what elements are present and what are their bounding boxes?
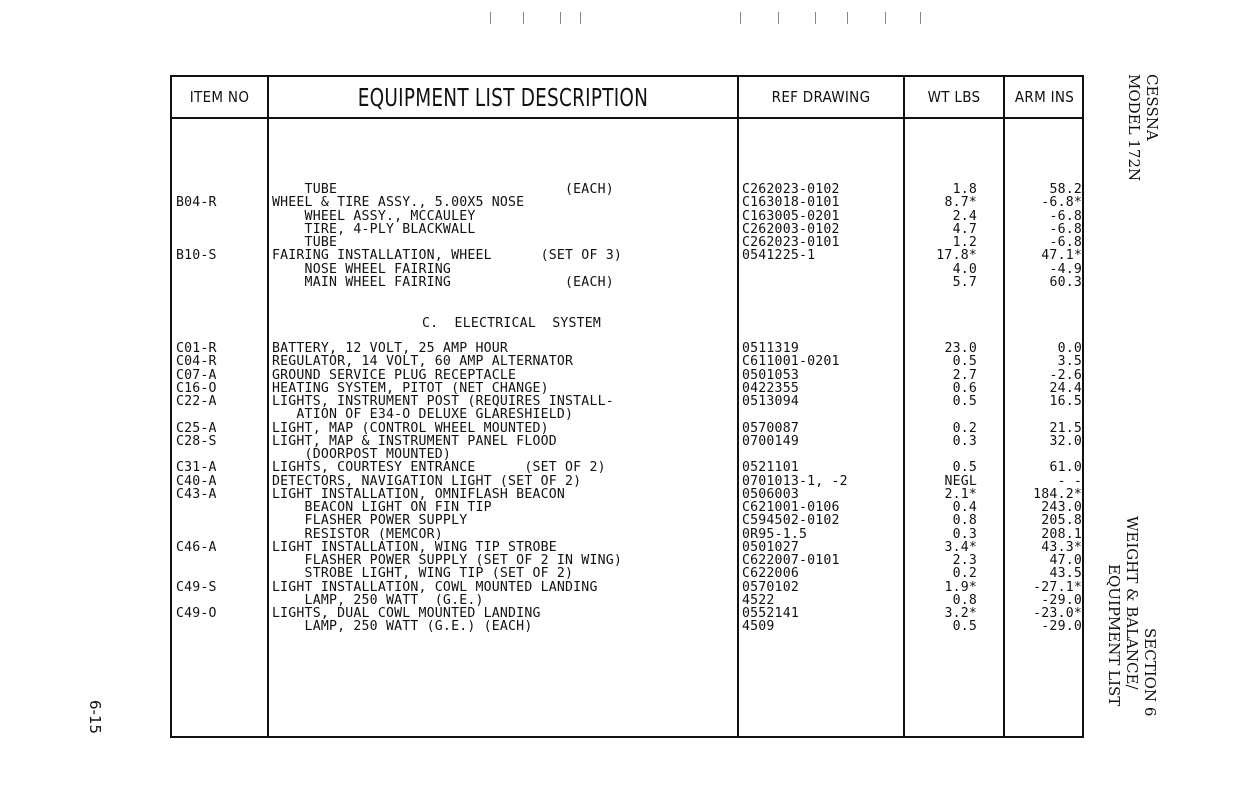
item-no-cell: C46-A <box>176 539 217 555</box>
header-arm-ins: ARM INS <box>1014 88 1075 106</box>
weight-cell: 0.8 <box>952 592 977 608</box>
weight-cell: 0.8 <box>952 513 977 529</box>
ref-drawing-cell: 0422355 <box>742 380 799 396</box>
equipment-list-table <box>170 75 1084 738</box>
weight-cell: 0.5 <box>952 354 977 370</box>
description-cell: TIRE, 4-PLY BLACKWALL <box>272 221 476 237</box>
weight-cell: 0.3 <box>952 526 977 542</box>
weight-cell: 2.3 <box>952 553 977 568</box>
arm-cell: 43.3* <box>1041 539 1082 555</box>
description-cell: LIGHT INSTALLATION, OMNIFLASH BEACON <box>272 486 566 502</box>
arm-cell: -2.6 <box>1049 367 1082 383</box>
arm-cell: 58.2 <box>1049 182 1082 197</box>
section-label <box>1105 516 1159 716</box>
ref-drawing-cell: C262023-0101 <box>742 235 840 250</box>
arm-cell: 184.2* <box>1033 486 1082 502</box>
arm-cell: -6.8 <box>1049 221 1082 237</box>
ref-drawing-cell: 0521101 <box>742 460 799 476</box>
header-description: EQUIPMENT LIST DESCRIPTION <box>357 82 649 112</box>
description-cell: LIGHT, MAP (CONTROL WHEEL MOUNTED) <box>272 420 549 436</box>
section-title-eq: EQUIPMENT LIST <box>1105 564 1123 707</box>
description-cell: LIGHTS, INSTRUMENT POST (REQUIRES INSTALL- <box>272 394 614 409</box>
description-cell: DETECTORS, NAVIGATION LIGHT (SET OF 2) <box>272 473 582 489</box>
item-no-cell: C40-A <box>176 473 217 489</box>
cessna-label: CESSNA <box>1143 74 1161 141</box>
description-cell: GROUND SERVICE PLUG RECEPTACLE <box>272 367 517 383</box>
section-heading: C. ELECTRICAL SYSTEM <box>422 316 602 331</box>
arm-cell: 0.0 <box>1057 341 1082 356</box>
description-cell: NOSE WHEEL FAIRING <box>272 261 452 277</box>
description-cell: FLASHER POWER SUPPLY <box>272 513 468 529</box>
item-no-cell: C07-A <box>176 367 217 383</box>
arm-cell: -6.8* <box>1041 195 1082 211</box>
ref-drawing-cell: C163005-0201 <box>742 208 840 224</box>
description-cell: LIGHTS, DUAL COWL MOUNTED LANDING <box>272 606 541 621</box>
weight-cell: 0.5 <box>952 394 977 409</box>
description-cell: LIGHTS, COURTESY ENTRANCE (SET OF 2) <box>272 460 606 476</box>
arm-cell: - - <box>1057 473 1082 489</box>
item-no-cell: C28-S <box>176 433 217 449</box>
ref-drawing-cell: 0R95-1.5 <box>742 526 808 542</box>
description-cell: (DOORPOST MOUNTED) <box>272 447 452 462</box>
weight-cell: 3.4* <box>944 539 977 555</box>
arm-cell: 3.5 <box>1057 354 1082 370</box>
description-cell: TUBE <box>272 235 338 250</box>
item-no-cell: C01-R <box>176 341 217 356</box>
ref-drawing-cell: 0541225-1 <box>742 248 816 264</box>
top-edge-marks <box>485 12 935 26</box>
weight-cell: 2.7 <box>952 367 977 383</box>
ref-drawing-cell: C163018-0101 <box>742 195 840 211</box>
arm-cell: -29.0 <box>1041 592 1082 608</box>
description-cell: LAMP, 250 WATT (G.E.) (EACH) <box>272 619 533 635</box>
arm-cell: 243.0 <box>1041 500 1082 515</box>
header-item-no: ITEM NO <box>189 88 250 106</box>
weight-cell: 5.7 <box>952 274 977 290</box>
description-cell: STROBE LIGHT, WING TIP (SET OF 2) <box>272 566 574 582</box>
weight-cell: 0.3 <box>952 433 977 449</box>
ref-drawing-cell: 0570087 <box>742 420 799 436</box>
header-manufacturer <box>1125 74 1161 181</box>
item-no-cell: B10-S <box>176 248 217 264</box>
ref-drawing-cell: 0552141 <box>742 606 799 621</box>
arm-cell: 16.5 <box>1049 394 1082 409</box>
weight-cell: 2.4 <box>952 208 977 224</box>
description-cell: LAMP, 250 WATT (G.E.) <box>272 592 484 608</box>
page-number: 6-15 <box>86 700 104 735</box>
description-cell: REGULATOR, 14 VOLT, 60 AMP ALTERNATOR <box>272 354 574 370</box>
ref-drawing-cell: 0700149 <box>742 433 799 449</box>
description-cell: FAIRING INSTALLATION, WHEEL (SET OF 3) <box>272 248 623 264</box>
weight-cell: 1.9* <box>944 579 977 595</box>
weight-cell: 3.2* <box>944 606 977 621</box>
weight-cell: 1.2 <box>952 235 977 250</box>
weight-cell: 1.8 <box>952 182 977 197</box>
weight-cell: 0.4 <box>952 500 977 515</box>
arm-cell: 32.0 <box>1049 433 1082 449</box>
section-title-wb: WEIGHT & BALANCE/ <box>1123 516 1141 690</box>
description-cell: WHEEL & TIRE ASSY., 5.00X5 NOSE <box>272 195 525 211</box>
description-cell: LIGHT INSTALLATION, WING TIP STROBE <box>272 539 557 555</box>
ref-drawing-cell: 4509 <box>742 619 775 635</box>
description-cell: MAIN WHEEL FAIRING (EACH) <box>272 274 614 290</box>
arm-cell: 208.1 <box>1041 526 1082 542</box>
weight-cell: 0.5 <box>952 619 977 635</box>
ref-drawing-cell: 0570102 <box>742 579 799 595</box>
ref-drawing-cell: 0701013-1, -2 <box>742 473 848 489</box>
header-ref-drawing: REF DRAWING <box>771 88 871 106</box>
arm-cell: 47.1* <box>1041 248 1082 264</box>
item-no-cell: C04-R <box>176 354 217 370</box>
description-cell: RESISTOR (MEMCOR) <box>272 526 443 542</box>
ref-drawing-cell: C594502-0102 <box>742 513 840 529</box>
weight-cell: 0.2 <box>952 420 977 436</box>
weight-cell: 17.8* <box>936 248 977 264</box>
item-no-cell: C43-A <box>176 486 217 502</box>
ref-drawing-cell: 0511319 <box>742 341 799 356</box>
ref-drawing-cell: C621001-0106 <box>742 500 840 515</box>
description-cell: FLASHER POWER SUPPLY (SET OF 2 IN WING) <box>272 553 623 568</box>
description-cell: HEATING SYSTEM, PITOT (NET CHANGE) <box>272 380 549 396</box>
arm-cell: 24.4 <box>1049 380 1082 396</box>
item-no-cell: B04-R <box>176 195 217 211</box>
description-cell: BATTERY, 12 VOLT, 25 AMP HOUR <box>272 341 509 356</box>
description-cell: WHEEL ASSY., MCCAULEY <box>272 208 476 224</box>
description-cell: TUBE (EACH) <box>272 182 614 197</box>
header-wt-lbs: WT LBS <box>927 88 981 106</box>
ref-drawing-cell: 0501053 <box>742 367 799 383</box>
item-no-cell: C16-O <box>176 380 217 396</box>
ref-drawing-cell: C622006 <box>742 566 799 582</box>
weight-cell: 0.6 <box>952 380 977 396</box>
arm-cell: 61.0 <box>1049 460 1082 476</box>
item-no-cell: C49-S <box>176 579 217 595</box>
ref-drawing-cell: 4522 <box>742 592 775 608</box>
arm-cell: 43.5 <box>1049 566 1082 582</box>
arm-cell: 60.3 <box>1049 274 1082 290</box>
weight-cell: NEGL <box>944 473 977 489</box>
arm-cell: 205.8 <box>1041 513 1082 529</box>
description-cell: LIGHT INSTALLATION, COWL MOUNTED LANDING <box>272 579 598 595</box>
ref-drawing-cell: C262003-0102 <box>742 221 840 237</box>
item-no-cell: C31-A <box>176 460 217 476</box>
ref-drawing-cell: 0513094 <box>742 394 799 409</box>
description-cell: BEACON LIGHT ON FIN TIP <box>272 500 492 515</box>
item-no-cell: C49-O <box>176 606 217 621</box>
weight-cell: 4.0 <box>952 261 977 277</box>
model-label: MODEL 172N <box>1125 74 1143 182</box>
item-no-cell: C22-A <box>176 394 217 409</box>
weight-cell: 0.5 <box>952 460 977 476</box>
ref-drawing-cell: 0501027 <box>742 539 799 555</box>
arm-cell: -29.0 <box>1041 619 1082 635</box>
arm-cell: -27.1* <box>1033 579 1082 595</box>
ref-drawing-cell: C622007-0101 <box>742 553 840 568</box>
arm-cell: -6.8 <box>1049 235 1082 250</box>
ref-drawing-cell: C262023-0102 <box>742 182 840 197</box>
arm-cell: -23.0* <box>1033 606 1082 621</box>
description-cell: ATION OF E34-O DELUXE GLARESHIELD) <box>272 407 574 423</box>
weight-cell: 4.7 <box>952 221 977 237</box>
weight-cell: 2.1* <box>944 486 977 502</box>
ref-drawing-cell: 0506003 <box>742 486 799 502</box>
arm-cell: -6.8 <box>1049 208 1082 224</box>
section-number: SECTION 6 <box>1141 628 1159 717</box>
weight-cell: 8.7* <box>944 195 977 211</box>
item-no-cell: C25-A <box>176 420 217 436</box>
weight-cell: 0.2 <box>952 566 977 582</box>
arm-cell: -4.9 <box>1049 261 1082 277</box>
description-cell: LIGHT, MAP & INSTRUMENT PANEL FLOOD <box>272 433 557 449</box>
arm-cell: 21.5 <box>1049 420 1082 436</box>
ref-drawing-cell: C611001-0201 <box>742 354 840 370</box>
weight-cell: 23.0 <box>944 341 977 356</box>
arm-cell: 47.0 <box>1049 553 1082 568</box>
